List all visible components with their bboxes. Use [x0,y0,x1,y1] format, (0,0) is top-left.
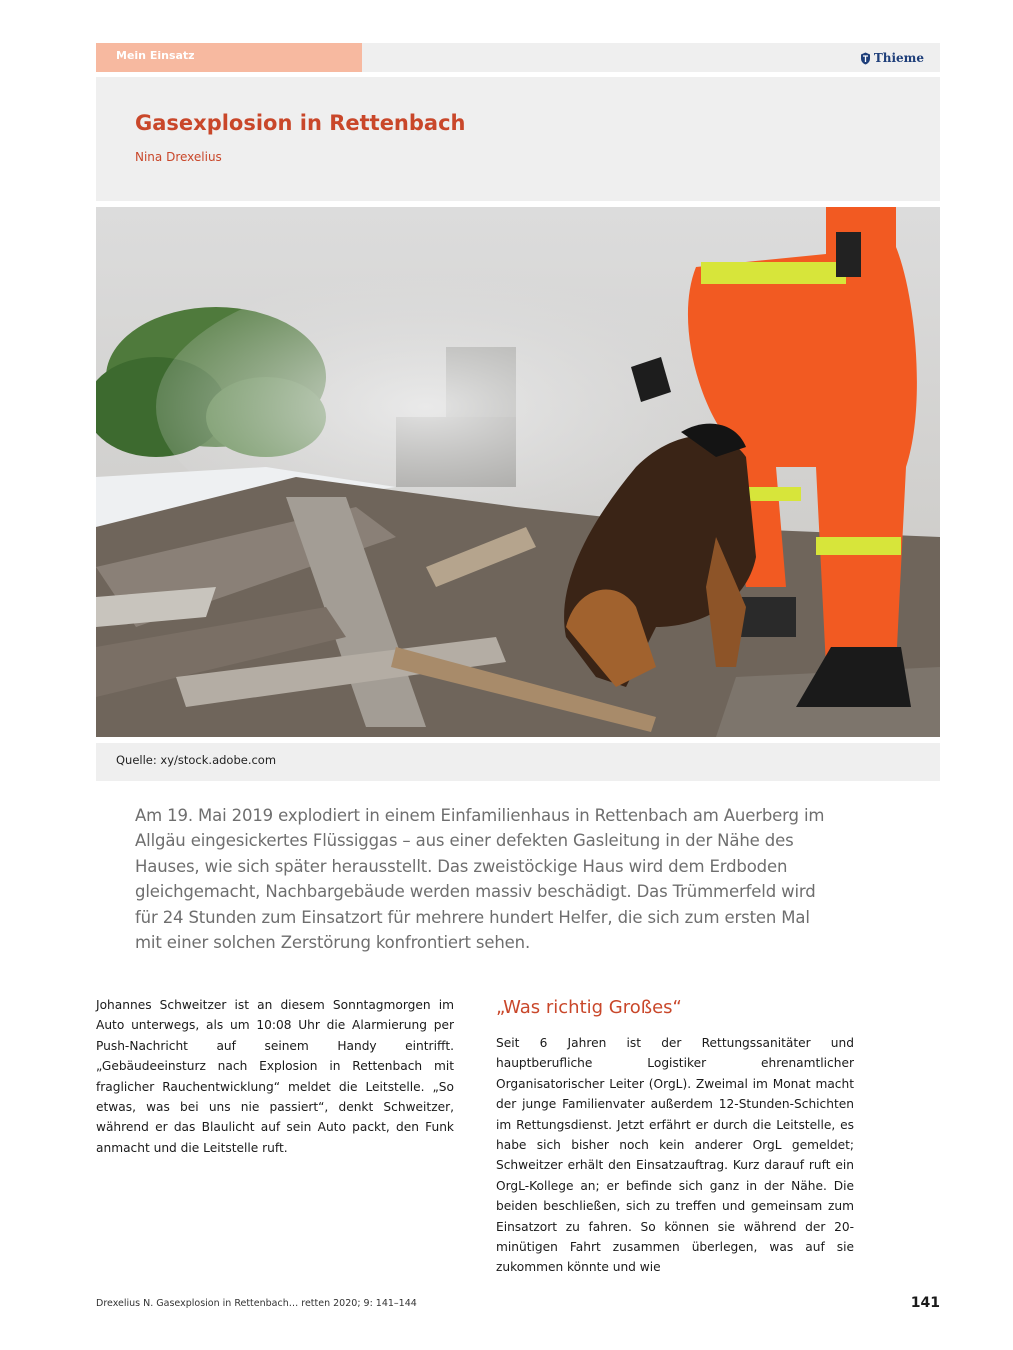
footer-citation: Drexelius N. Gasexplosion in Rettenbach… retten 2020; 9: 141–144 [96,1298,417,1309]
body-column-left: Johannes Schweitzer ist an diesem Sonntagmorgen im Auto unterwegs, als um 10:08 Uhr die Alarmierung per Push-Nachricht auf seinem Handy eintrifft. „Gebäudeeinsturz nach Explosion in Rettenbach mit fraglicher Rauchentwicklung“ meldet die Leitstelle. „So etwas, was bei uns nie passiert“, denkt Schweitzer, während er das Blaulicht auf sein Auto packt, den Funk anmacht und die Leitstelle ruft. [96,998,454,1155]
title-block [96,77,940,201]
body-column-right: Seit 6 Jahren ist der Rettungssanitäter und hauptberufliche Logistiker ehrenamtlicher Organisatorischer Leiter (OrgL). Zweimal im Monat macht der junge Familienvater außerdem 12-Stunden-Schichten im Rettungsdienst. Jetzt erfährt er durch die Leitstelle, es habe sich bisher noch kein anderer OrgL gemeldet; Schweitzer erhält den Einsatzauftrag. Kurz darauf ruft ein OrgL-Kollege an; er befinde sich ganz in der Nähe. Die beiden beschließen, sich zu treffen und gemeinsam zum Einsatzort zu fahren. So können sie während der 20-minütigen Fahrt zusammen überlegen, was auf sie zukommen könnte und wie [496,1036,854,1275]
image-caption: Quelle: xy/stock.adobe.com [116,753,277,767]
section-label: Mein Einsatz [96,43,362,72]
publisher-logo[interactable] [860,48,924,68]
thieme-logo-icon [860,52,871,65]
article-title: Gasexplosion in Rettenbach [135,111,466,135]
page-number: 141 [910,1295,940,1311]
section-subheading: „Was richtig Großes“ [496,997,682,1018]
article-lead: Am 19. Mai 2019 explodiert in einem Einfamilienhaus in Rettenbach am Auerberg im Allgäu eingesickertes Flüssiggas – aus einer defekten Gasleitung in der Nähe des Hauses, wie sich später herausstellt. Das zweistöckige Haus wird dem Erdboden gleichgemacht, Nachbargebäude werden massiv beschädigt. Das Trümmerfeld wird für 24 Stunden zum Einsatzort für mehrere hundert Helfer, die sich zum ersten Mal mit einer solchen Zerstörung konfrontiert sehen. [135,806,825,953]
rescue-dog-photo [96,207,940,737]
article-author: Nina Drexelius [135,150,222,164]
publisher-name: Thieme [873,51,924,65]
